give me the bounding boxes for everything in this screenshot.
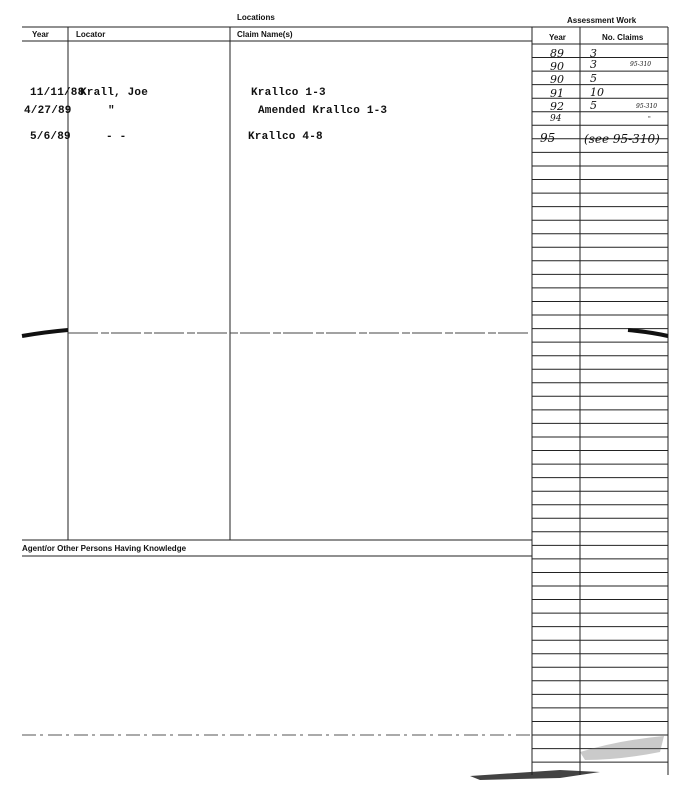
location-claim: Krallco 1-3 (251, 87, 326, 99)
location-locator: " (108, 105, 115, 117)
aw-claims: 3 (590, 58, 597, 71)
aw-year: 90 (550, 60, 564, 73)
aw-note: 95-310 (636, 103, 658, 110)
col-aw-claims-header: No. Claims (602, 33, 644, 42)
aw-year: 95 (540, 131, 556, 145)
aw-claims: (see 95-310) (584, 132, 660, 146)
aw-year: 94 (550, 114, 562, 124)
col-locator-header: Locator (76, 30, 106, 39)
location-year: 5/6/89 (30, 131, 71, 143)
location-locator: Krall, Joe (80, 87, 149, 99)
agent-label: Agent/or Other Persons Having Knowledge (22, 544, 187, 553)
location-year: 4/27/89 (24, 105, 72, 117)
aw-year: 90 (550, 73, 564, 86)
col-year-header: Year (32, 30, 49, 39)
location-year: 11/11/88 (30, 87, 85, 99)
aw-claims: 5 (590, 72, 597, 85)
col-aw-year-header: Year (549, 33, 566, 42)
aw-year: 89 (550, 47, 564, 60)
locations-heading: Locations (237, 13, 275, 22)
assessment-work-heading: Assessment Work (567, 16, 637, 25)
col-claim-names-header: Claim Name(s) (237, 30, 293, 39)
aw-claims: 10 (590, 86, 604, 99)
aw-note: " (648, 116, 651, 123)
aw-claims: 3 (590, 47, 597, 60)
aw-year: 92 (550, 100, 564, 113)
aw-year: 91 (550, 87, 564, 100)
location-claim: Amended Krallco 1-3 (258, 105, 388, 117)
location-claim: Krallco 4-8 (248, 131, 323, 143)
location-locator: - - (106, 131, 127, 143)
aw-note: 95-310 (630, 61, 652, 68)
aw-claims: 5 (590, 99, 597, 112)
